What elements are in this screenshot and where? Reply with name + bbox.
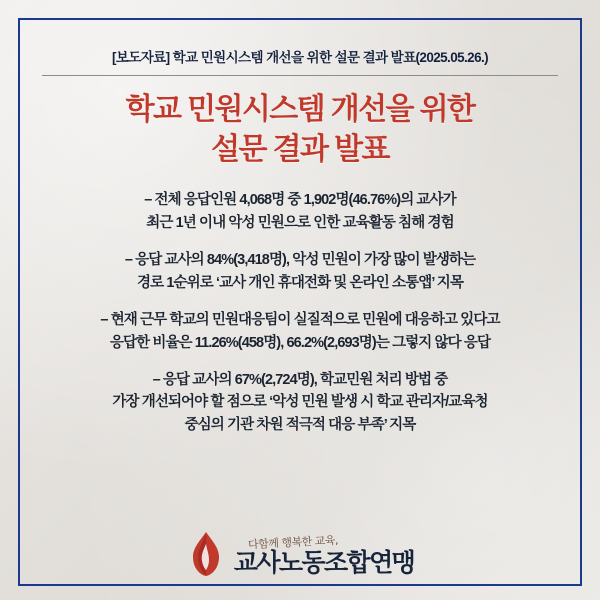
bullet-line: 가장 개선되어야 할 점으로 ‘악성 민원 발생 시 학교 관리자/교육청 (112, 394, 488, 411)
page-title (126, 90, 475, 169)
bullet-line: 중심의 기관 차원 적극적 대응 부족’ 지목 (184, 416, 416, 433)
bullet-line: – 응답 교사의 67%(2,724명), 학교민원 처리 방법 중 (152, 372, 448, 388)
footer (20, 530, 580, 578)
bullet-line: – 전체 응답인원 4,068명 중 1,902명(46.76%)의 교사가 (144, 192, 456, 209)
list-item (125, 249, 475, 294)
card-inner-frame (18, 18, 582, 586)
logo-lockup (186, 530, 414, 578)
list-item (112, 369, 487, 436)
headline-line-1: 학교 민원시스템 개선을 위한 (125, 93, 475, 126)
flame-logo-icon (186, 530, 226, 578)
slogan-text: 다함께 행복한 교육, (247, 533, 339, 552)
kicker-text: [보도자료] 학교 민원시스템 개선을 위한 설문 결과 발표(2025.05.26.) (111, 50, 489, 65)
bullet-line: 최근 1년 이내 악성 민원으로 인한 교육활동 침해 경험 (146, 214, 454, 231)
bullet-line: – 응답 교사의 84%(3,418명), 악성 민원이 가장 많이 발생하는 (124, 252, 476, 269)
bullet-line: 경로 1순위로 ‘교사 개인 휴대전화 및 온라인 소통앱’ 지목 (136, 274, 463, 291)
logo-text-block (234, 534, 414, 578)
headline-line-2: 설문 결과 발표 (211, 132, 389, 166)
divider (42, 75, 558, 76)
bullet-line: 응답한 비율은 11.26%(458명), 66.2%(2,693명)는 그렇지 않다 응답 (109, 334, 491, 351)
list-item (144, 189, 456, 234)
list-item (100, 309, 499, 354)
bullet-line: – 현재 근무 학교의 민원대응팀이 실질적으로 민원에 대응하고 있다고 (100, 312, 500, 329)
bullet-list (42, 189, 558, 436)
organization-name: 교사노동조합연맹 (233, 549, 415, 577)
